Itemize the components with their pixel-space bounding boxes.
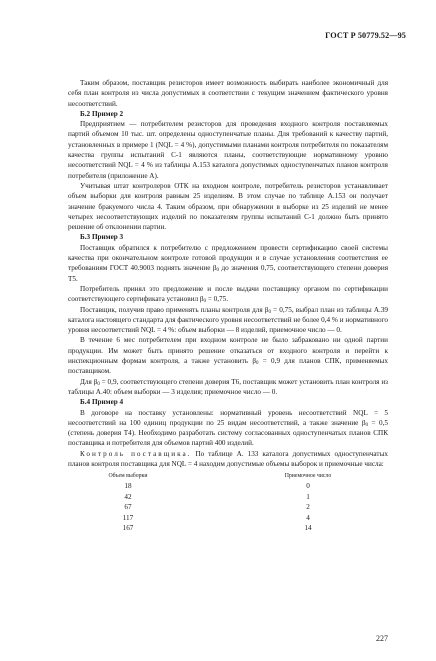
page-number: 227: [376, 634, 388, 643]
text: = 0,9 для планов СПК, применяемых поставщиком.: [68, 357, 388, 376]
table-cell: 18: [124, 482, 132, 491]
beta-subscript: 0: [216, 268, 220, 274]
paragraph: [68, 305, 388, 336]
paragraph: Учитывая штат контролеров ОТК на входном контроле, потребитель резисторов устанавливает объем выборки для контроля равным 25 изделиям. В этом случае по таблице А.153 он получает значение бракуемого числа 4. Таким образом, при обнаружении в выборке из 25 изделий не менее четырех несоответствующих изделий по показателям группы испытаний С-1 должно быть принято решение об отклонении партии.: [68, 181, 388, 232]
paragraph: [68, 408, 388, 449]
beta-subscript: 0: [203, 299, 207, 305]
text: = 0,75.: [206, 295, 229, 304]
sampling-table: [68, 472, 388, 533]
text: По таблице А. 133 каталога допустимых одноступенчатых планов контроля поставщика для NQL = 4 находим допустимые объемы выборок и приемочные числа:: [68, 449, 388, 468]
spaced-text: Контроль поставщика.: [80, 449, 192, 458]
paragraph: [68, 284, 388, 305]
section-heading: Б.4 Пример 4: [80, 398, 124, 407]
table-header: [68, 472, 388, 481]
paragraph: Предприятием — потребителем резисторов для проведения входного контроля поставляемых партий объемом 10 тыс. шт. определены одноступенчатые планы. Для требований к качеству партий, установленных в примере 1 (NQL = 4 %), допустимыми планами контроля потребителя по показателям качества группы испытаний С-1 являются планы, соответствующие нормативному уровню несоответствий NQL = 4 % из таблицы А.153 каталога допустимых одноступенчатых планов контроля потребителя (приложение А).: [68, 120, 388, 180]
table-row: [68, 513, 388, 523]
text: = 0,9, соответствующего степени доверия Т6, поставщик может установить план контроля из таблицы А.40: объем выборки — 3 изделия; приемочное число — 0.: [68, 377, 389, 396]
text: В течение 6 мес потребителем при входном контроле не было забраковано ни одной партии продукции. Им может быть принято решение отказаться от входного контроля и перейти к инспекционным формам контроля, а также установить β: [68, 336, 388, 366]
column-header: Приемочное число: [284, 473, 332, 480]
page-header: ГОСТ Р 50779.52—95: [325, 31, 406, 40]
table-row: [68, 523, 388, 533]
section-heading: Б.2 Пример 2: [80, 109, 124, 118]
text: до значения 0,75, соответствующего степени доверия Т5.: [68, 264, 388, 283]
table-cell: 117: [122, 513, 134, 522]
beta-subscript: 0: [97, 381, 100, 387]
text: Поставщик обратился к потребителю с предложением провести сертификацию своей системы качества при окончательном контроле готовой продукции и в случае установления соответствия ее требованиям ГОСТ 40.9003 поднять значение β: [68, 243, 388, 273]
paragraph: Таким образом, поставщик резисторов имеет возможность выбирать наиболее экономичный для себя план контроля из числа допустимых в соответствии с текущим значением фактического уровня несоответствий.: [68, 79, 388, 108]
table-row: [68, 492, 388, 502]
table-cell: 0: [306, 482, 310, 491]
text: Для β: [80, 377, 98, 386]
text: В договоре на поставку установлены: нормативный уровень несоответствий NQL = 5 несоответствий на 100 единиц продукции по 25 видам несоответствий, а также значение β: [68, 408, 388, 427]
paragraph: [68, 377, 388, 398]
table-cell: 4: [306, 513, 310, 522]
table-cell: 2: [306, 503, 310, 512]
section-heading: Б.3 Пример 3: [80, 233, 124, 242]
column-header: Объем выборки: [108, 473, 148, 480]
text: Потребитель принял это предложение и после выдачи поставщику органом по сертификации соответствующего сертификата установил β: [68, 284, 388, 304]
table-cell: 42: [124, 492, 132, 501]
paragraph: [68, 449, 388, 470]
text: = 0,5 (степень доверия Т4). Необходимо разработать систему согласованных одноступенчатых планов СПК поставщика и потребителя для объемов партий 400 изделий.: [68, 418, 388, 448]
beta-subscript: 0: [365, 422, 369, 428]
paragraph: [68, 335, 388, 376]
beta-subscript: 0: [268, 309, 271, 315]
beta-subscript: 0: [255, 361, 259, 367]
table-cell: 14: [304, 523, 312, 532]
table-cell: 167: [122, 523, 134, 532]
paragraph: [68, 243, 388, 284]
table-row: [68, 502, 388, 512]
table-row: [68, 481, 388, 491]
document-body: [68, 78, 388, 533]
text: Поставщик, получив право применять планы контроля для β: [80, 305, 269, 314]
table-cell: 67: [124, 503, 132, 512]
text: = 0,75, выбрал план из таблицы А.39 каталога настоящего стандарта для фактического уровня несоответствий не более 0,4 % и нормативного уровня несоответствий NQL = 4 %: объем выборки — 8 изделий, приемочное число — 0.: [68, 305, 389, 335]
table-cell: 1: [306, 492, 310, 501]
